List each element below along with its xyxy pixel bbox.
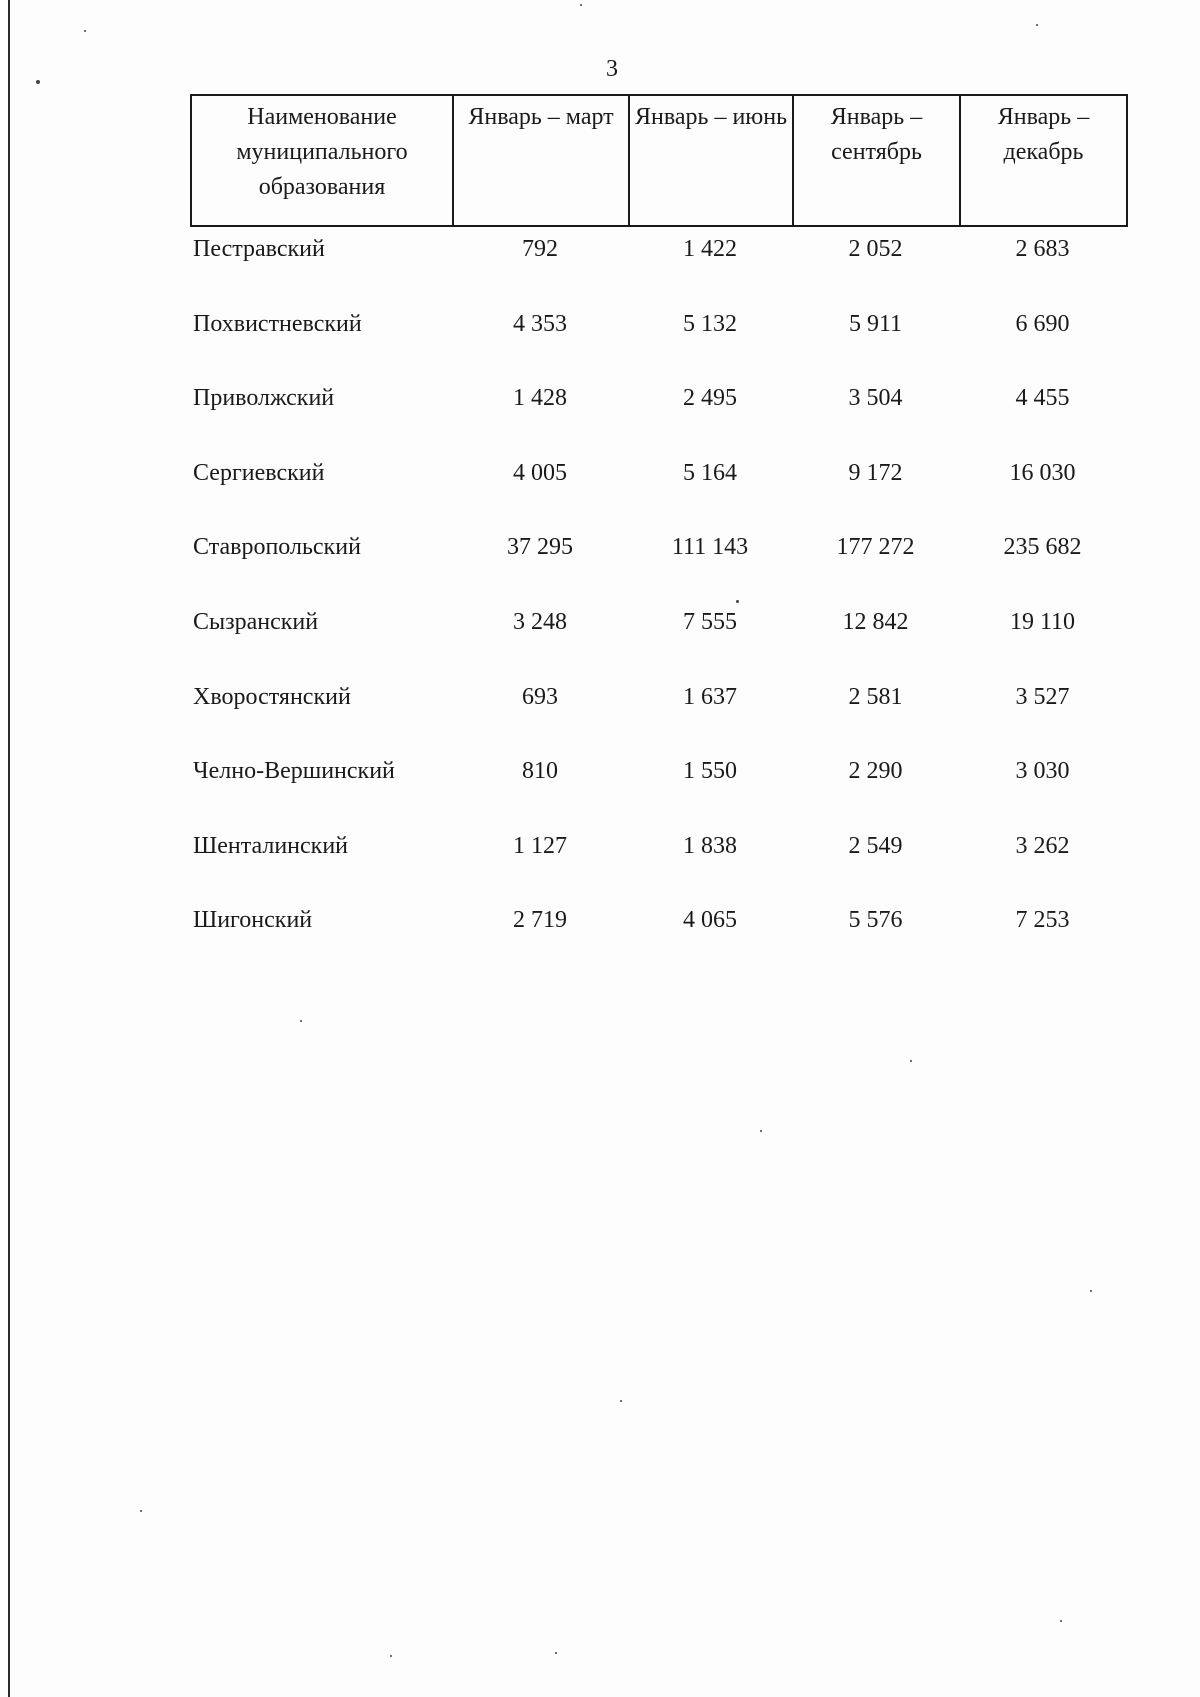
scan-speck [620,1400,622,1402]
cell-jan-jun: 7 555 [683,608,737,635]
cell-jan-mar: 3 248 [513,608,567,635]
scan-speck [1060,1620,1062,1622]
table-row [190,311,1126,386]
cell-jan-dec: 235 682 [1003,534,1082,561]
cell-jan-mar: 693 [522,683,558,710]
header-municipality: Наименование муниципального образования [191,95,453,226]
cell-jan-jun: 5 164 [683,459,737,486]
row-name: Приволжский [193,385,335,412]
scan-speck [1090,1290,1092,1292]
cell-jan-mar: 37 295 [507,534,573,561]
table-header [190,94,1128,227]
cell-jan-sep: 2 581 [848,683,903,710]
cell-jan-dec: 6 690 [1015,310,1070,337]
cell-jan-jun: 5 132 [683,310,737,337]
cell-jan-sep: 2 549 [848,832,903,859]
cell-jan-dec: 3 030 [1015,758,1070,785]
cell-jan-jun: 1 838 [683,832,737,859]
table-row [190,236,1126,311]
cell-jan-sep: 5 911 [848,310,903,337]
cell-jan-dec: 3 527 [1015,683,1070,710]
cell-jan-jun: 1 550 [683,758,737,785]
row-name: Пестравский [193,236,325,262]
scan-speck [736,600,739,603]
cell-jan-sep: 9 172 [848,459,903,486]
cell-jan-mar: 4 005 [513,459,567,486]
page-edge-line [8,0,10,1697]
cell-jan-mar: 1 428 [513,385,567,412]
cell-jan-mar: 1 127 [513,832,567,859]
header-row [191,95,1127,226]
cell-jan-dec: 3 262 [1015,832,1070,859]
cell-jan-sep: 2 052 [848,236,903,262]
scan-speck [1036,24,1038,26]
scan-speck [390,1655,392,1657]
cell-jan-jun: 1 637 [683,683,737,710]
cell-jan-jun: 4 065 [683,907,737,934]
scan-speck [36,80,40,84]
cell-jan-sep: 3 504 [848,385,903,412]
cell-jan-mar: 2 719 [513,907,567,934]
cell-jan-sep: 2 290 [848,758,903,785]
scan-speck [760,1130,762,1132]
cell-jan-dec: 4 455 [1015,385,1070,412]
page-number: 3 [606,56,618,82]
row-name: Похвистневский [193,310,362,337]
cell-jan-jun: 2 495 [683,385,737,412]
table-row [190,758,1126,833]
cell-jan-sep: 5 576 [848,907,903,934]
scan-speck [580,4,582,6]
scan-speck [555,1652,557,1654]
table-row [190,684,1126,759]
row-name: Хворостянский [193,683,351,710]
cell-jan-mar: 792 [522,236,558,262]
cell-jan-jun: 111 143 [671,534,749,561]
cell-jan-mar: 4 353 [513,310,567,337]
scan-speck [300,1020,302,1022]
row-name: Сергиевский [193,459,325,486]
table-row [190,460,1126,535]
table-row [190,385,1126,460]
row-name: Сызранский [193,608,319,635]
cell-jan-dec: 19 110 [1009,608,1076,635]
cell-jan-jun: 1 422 [683,236,737,262]
cell-jan-sep: 12 842 [842,608,909,635]
cell-jan-mar: 810 [522,758,558,785]
table-row [190,534,1126,609]
header-jan-dec: Январь – декабрь [960,95,1127,226]
cell-jan-dec: 16 030 [1009,459,1076,486]
scan-speck [84,30,86,32]
header-jan-jun: Январь – июнь [629,95,793,226]
table-row [190,907,1126,982]
scan-speck [910,1060,912,1062]
row-name: Шигонский [193,907,313,934]
header-jan-sep: Январь – сентябрь [793,95,960,226]
row-name: Ставропольский [193,534,361,561]
row-name: Челно-Вершинский [193,758,395,785]
table-row [190,833,1126,908]
cell-jan-sep: 177 272 [836,534,915,561]
table-body [190,236,1126,982]
table-row [190,609,1126,684]
cell-jan-dec: 7 253 [1015,907,1070,934]
row-name: Шенталинский [193,832,349,859]
scan-speck [140,1510,142,1512]
header-jan-mar: Январь – март [453,95,629,226]
cell-jan-dec: 2 683 [1015,236,1070,262]
